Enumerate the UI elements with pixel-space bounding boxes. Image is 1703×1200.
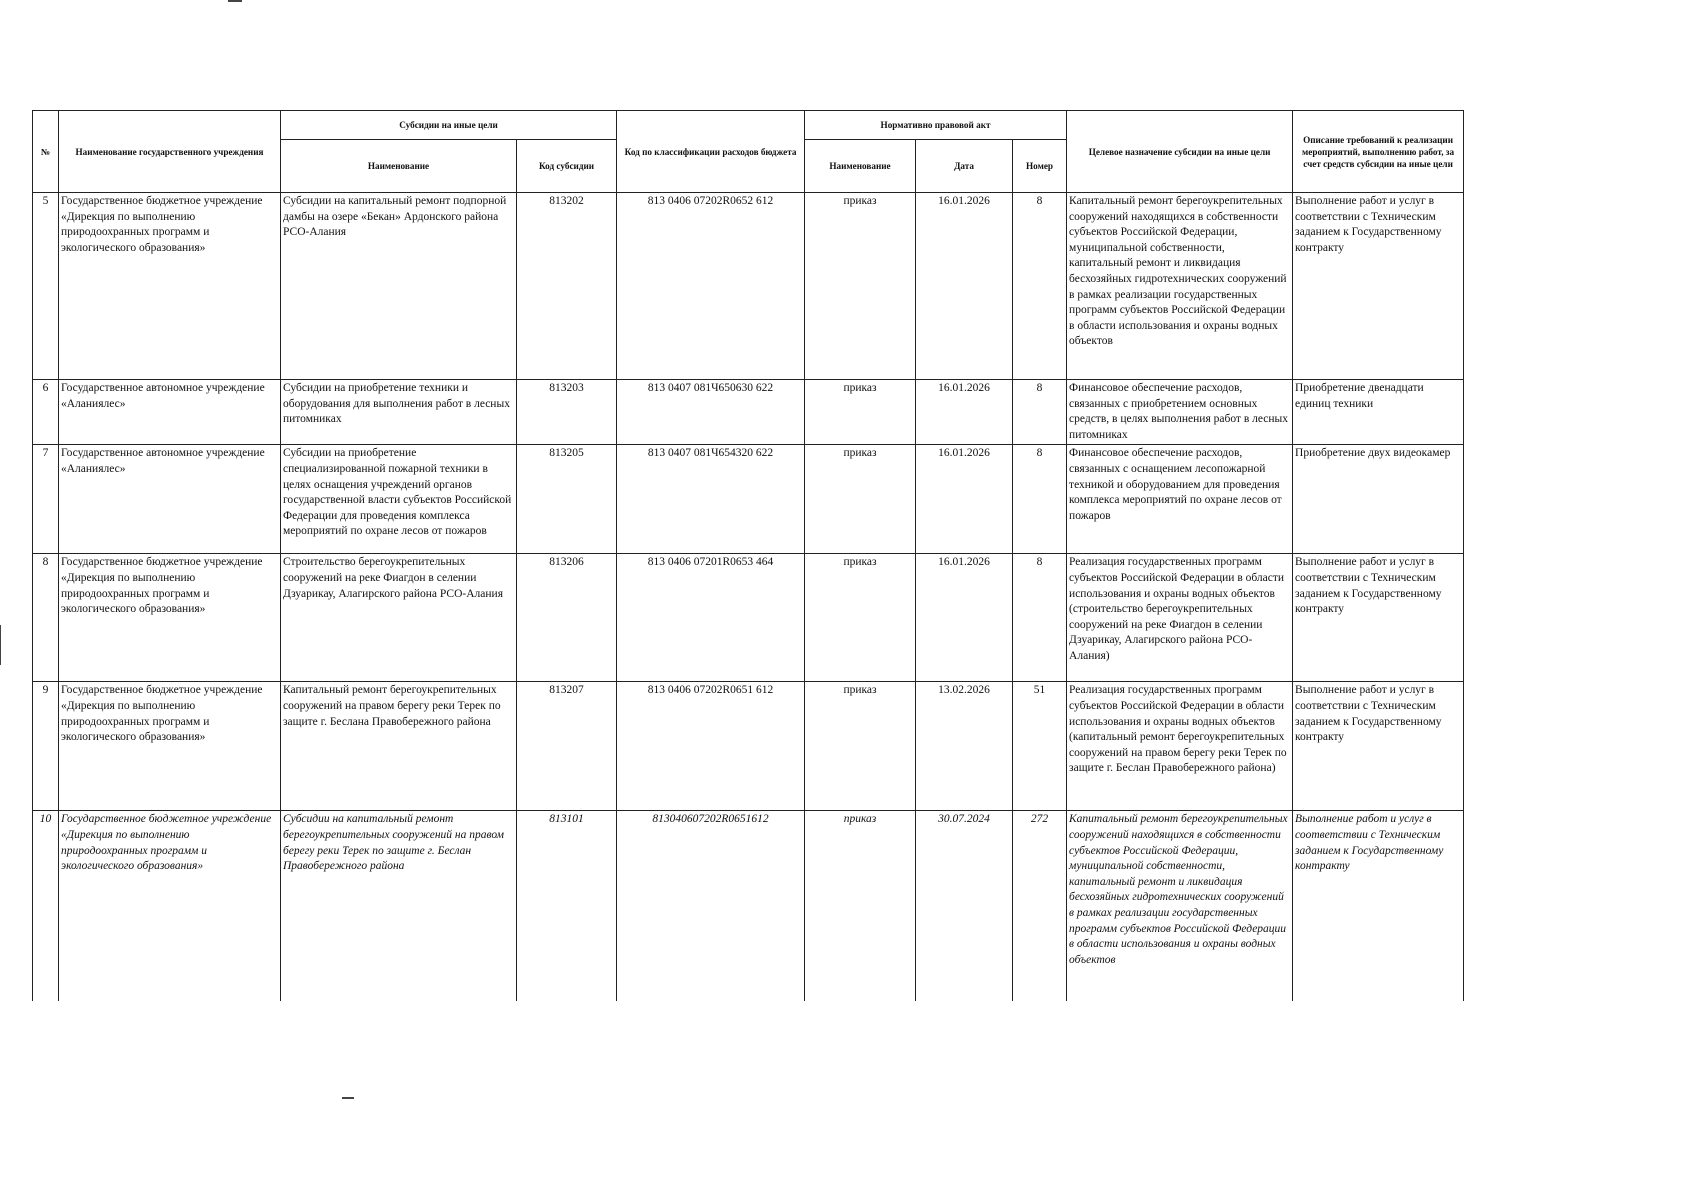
cell-institution: Государственное бюджетное учреждение «Дирекция по выполнению природоохранных программ и экологического образования» [59,193,281,380]
cell-num: 9 [33,682,59,811]
cell-requirements: Выполнение работ и услуг в соответствии с Техническим заданием к Государственному контракту [1293,193,1464,380]
cell-act-name: приказ [805,811,916,1001]
cell-num: 8 [33,554,59,682]
subsidy-table [32,110,1464,1001]
table-row [33,554,1464,682]
header-requirements: Описание требований к реализации мероприятий, выполнению работ, за счет средств субсидии на иные цели [1293,111,1464,193]
cell-purpose: Финансовое обеспечение расходов, связанных с оснащением лесопожарной техникой и оборудованием для проведения комплекса мероприятий по охране лесов от пожаров [1067,445,1293,554]
cell-act-name: приказ [805,682,916,811]
cell-act-name: приказ [805,554,916,682]
cell-institution: Государственное бюджетное учреждение «Дирекция по выполнению природоохранных программ и экологического образования» [59,554,281,682]
cell-purpose: Финансовое обеспечение расходов, связанных с приобретением основных средств, в целях выполнения работ в лесных питомниках [1067,380,1293,445]
cell-subsidy-name: Субсидии на капитальный ремонт подпорной дамбы на озере «Бекан» Ардонского района РСО-Алания [281,193,517,380]
cell-num: 5 [33,193,59,380]
cell-subsidy-name: Субсидии на капитальный ремонт берегоукрепительных сооружений на правом берегу реки Терек по защите г. Беслан Правобережного района [281,811,517,1001]
cell-act-number: 8 [1013,554,1067,682]
cell-budget-code: 813040607202R0651612 [617,811,805,1001]
table-row [33,682,1464,811]
cell-act-number: 8 [1013,445,1067,554]
cell-subsidy-code: 813203 [517,380,617,445]
cell-subsidy-name: Строительство берегоукрепительных сооружений на реке Фиагдон в селении Дзуарикау, Алагирского района РСО-Алания [281,554,517,682]
cell-num: 10 [33,811,59,1001]
table-row [33,811,1464,1001]
cell-subsidy-code: 813101 [517,811,617,1001]
header-institution: Наименование государственного учреждения [59,111,281,193]
scan-mark-bottom [342,1097,354,1099]
scan-mark-left [0,625,1,665]
cell-subsidy-code: 813206 [517,554,617,682]
cell-act-name: приказ [805,380,916,445]
header-budget-code: Код по классификации расходов бюджета [617,111,805,193]
cell-act-name: приказ [805,445,916,554]
cell-act-date: 16.01.2026 [916,380,1013,445]
cell-subsidy-name: Капитальный ремонт берегоукрепительных сооружений на правом берегу реки Терек по защите г. Беслана Правобережного района [281,682,517,811]
cell-institution: Государственное бюджетное учреждение «Дирекция по выполнению природоохранных программ и экологического образования» [59,682,281,811]
cell-act-number: 272 [1013,811,1067,1001]
header-act-name: Наименование [805,140,916,193]
cell-act-number: 51 [1013,682,1067,811]
scan-mark-top [228,0,242,2]
cell-subsidy-code: 813205 [517,445,617,554]
header-act-group: Нормативно правовой акт [805,111,1067,140]
cell-subsidy-code: 813202 [517,193,617,380]
header-purpose: Целевое назначение субсидии на иные цели [1067,111,1293,193]
header-subsidy-group: Субсидии на иные цели [281,111,617,140]
cell-act-number: 8 [1013,380,1067,445]
cell-purpose: Реализация государственных программ субъектов Российской Федерации в области использования и охраны водных объектов (капитальный ремонт берегоукрепительных сооружений на правом берегу реки Терек по защите г. Беслан Правобережного района) [1067,682,1293,811]
header-num: № [33,111,59,193]
cell-institution: Государственное бюджетное учреждение «Дирекция по выполнению природоохранных программ и экологического образования» [59,811,281,1001]
table-row [33,380,1464,445]
table-row [33,445,1464,554]
cell-requirements: Выполнение работ и услуг в соответствии с Техническим заданием к Государственному контракту [1293,811,1464,1001]
cell-act-date: 16.01.2026 [916,193,1013,380]
cell-purpose: Реализация государственных программ субъектов Российской Федерации в области использования и охраны водных объектов (строительство берегоукрепительных сооружений на реке Фиагдон в селении Дзуарикау, Алагирского района РСО-Алания) [1067,554,1293,682]
cell-act-date: 16.01.2026 [916,554,1013,682]
cell-requirements: Выполнение работ и услуг в соответствии с Техническим заданием к Государственному контракту [1293,682,1464,811]
cell-institution: Государственное автономное учреждение «Аланиялес» [59,445,281,554]
header-act-number: Номер [1013,140,1067,193]
cell-institution: Государственное автономное учреждение «Аланиялес» [59,380,281,445]
cell-purpose: Капитальный ремонт берегоукрепительных сооружений находящихся в собственности субъектов Российской Федерации, муниципальной собственности, капитальный ремонт и ликвидация бесхозяйных гидротехнических сооружений в рамках реализации государственных программ субъектов Российской Федерации в области использования и охраны водных объектов [1067,811,1293,1001]
cell-subsidy-name: Субсидии на приобретение техники и оборудования для выполнения работ в лесных питомниках [281,380,517,445]
cell-budget-code: 813 0407 081Ч650630 622 [617,380,805,445]
cell-num: 7 [33,445,59,554]
header-subsidy-name: Наименование [281,140,517,193]
cell-subsidy-code: 813207 [517,682,617,811]
table-row [33,193,1464,380]
cell-budget-code: 813 0406 07202R0651 612 [617,682,805,811]
cell-act-date: 16.01.2026 [916,445,1013,554]
cell-act-name: приказ [805,193,916,380]
cell-act-number: 8 [1013,193,1067,380]
cell-num: 6 [33,380,59,445]
cell-purpose: Капитальный ремонт берегоукрепительных сооружений находящихся в собственности субъектов Российской Федерации, муниципальной собственности, капитальный ремонт и ликвидация бесхозяйных гидротехнических сооружений в рамках реализации государственных программ субъектов Российской Федерации в области использования и охраны водных объектов [1067,193,1293,380]
cell-act-date: 30.07.2024 [916,811,1013,1001]
cell-budget-code: 813 0406 07202R0652 612 [617,193,805,380]
cell-requirements: Выполнение работ и услуг в соответствии с Техническим заданием к Государственному контракту [1293,554,1464,682]
header-act-date: Дата [916,140,1013,193]
cell-requirements: Приобретение двух видеокамер [1293,445,1464,554]
cell-act-date: 13.02.2026 [916,682,1013,811]
header-subsidy-code: Код субсидии [517,140,617,193]
cell-budget-code: 813 0406 07201R0653 464 [617,554,805,682]
cell-budget-code: 813 0407 081Ч654320 622 [617,445,805,554]
cell-requirements: Приобретение двенадцати единиц техники [1293,380,1464,445]
cell-subsidy-name: Субсидии на приобретение специализированной пожарной техники в целях оснащения учреждений органов государственной власти субъектов Российской Федерации для проведения комплекса мероприятий по охране лесов от пожаров [281,445,517,554]
